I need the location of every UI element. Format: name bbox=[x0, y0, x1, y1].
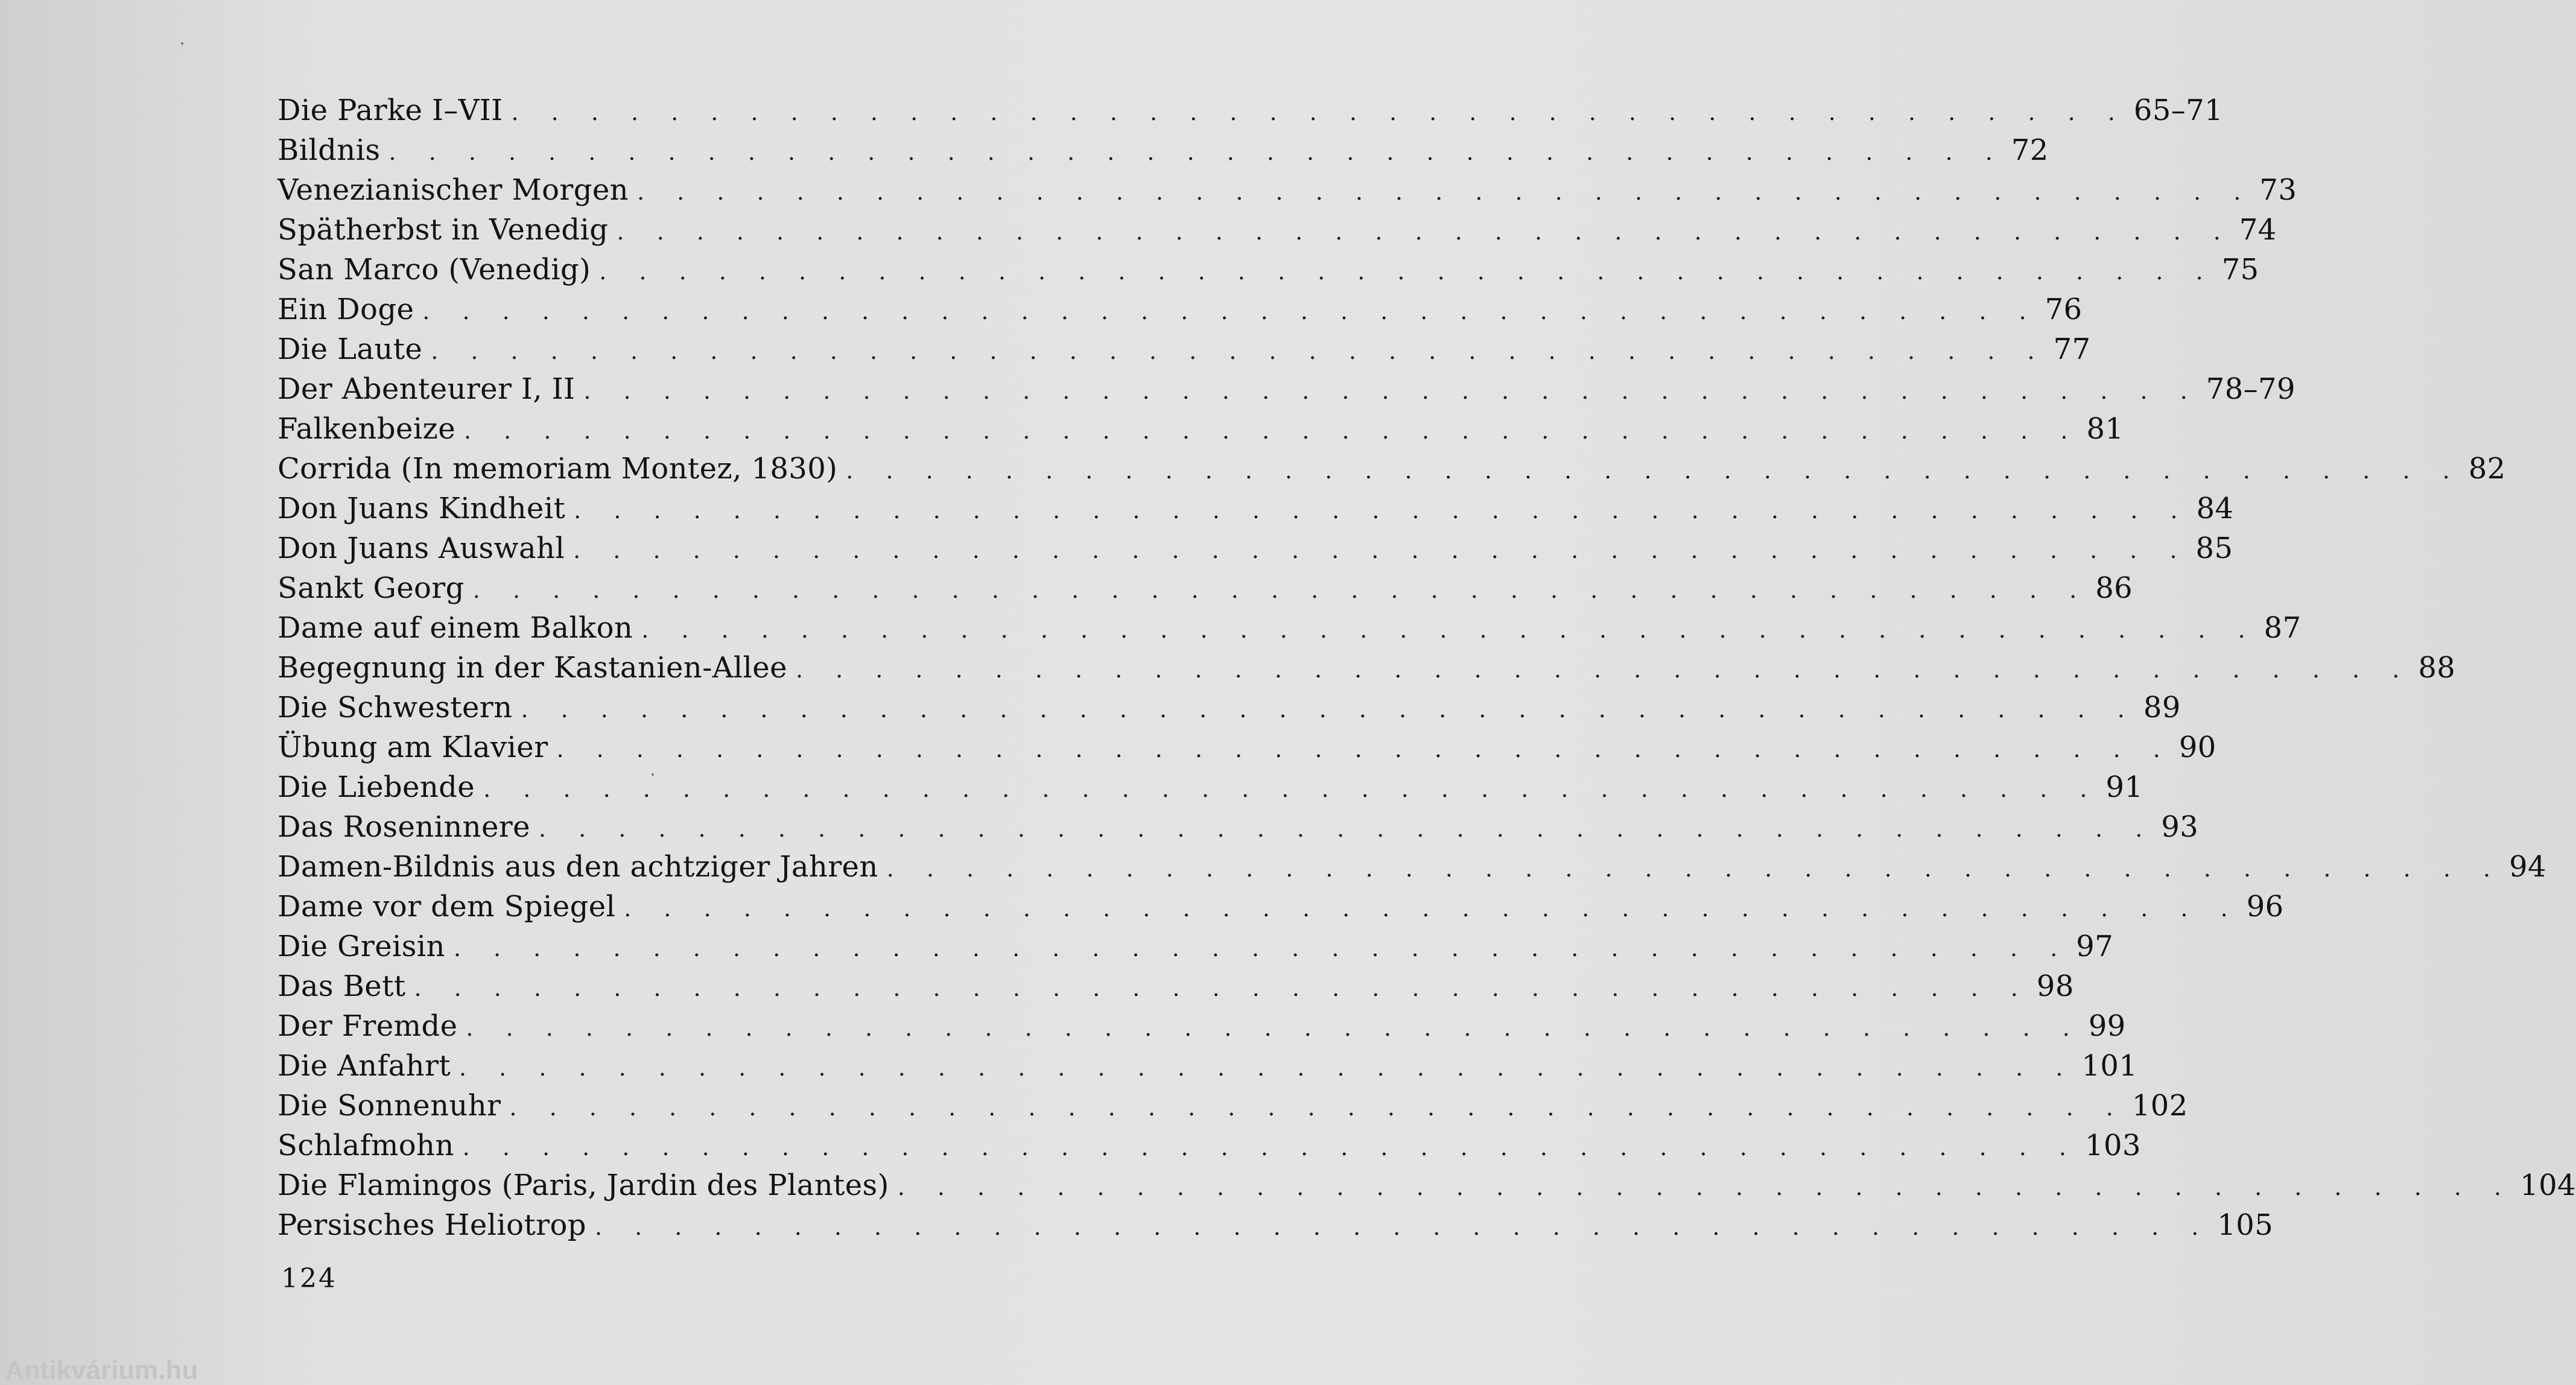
dot-leader: . . . . . . . . . . . . . . . . . . . . . . . . . . . . . . . . . . . . . . . . . bbox=[617, 218, 2233, 245]
toc-entry-title: Die Parke I–VII bbox=[278, 93, 503, 127]
toc-entry bbox=[278, 1046, 2138, 1086]
toc-entry-title: Der Fremde bbox=[278, 1009, 458, 1043]
toc-entry bbox=[278, 170, 2297, 210]
toc-entry-title: Damen-Bildnis aus den achtziger Jahren bbox=[278, 850, 878, 884]
toc-entry-title: Das Roseninnere bbox=[278, 810, 530, 844]
dot-leader: . . . . . . . . . . . . . . . . . . . . . . . . . . . . . . . . . . . . . . . . . bbox=[472, 577, 2090, 603]
toc-entry-page: 104 bbox=[2520, 1168, 2576, 1202]
toc-entry-page: 93 bbox=[2161, 810, 2199, 844]
dot-leader: . . . . . . . . . . . . . . . . . . . . . . . . . . . . . . . . . . . . . . . . . bbox=[414, 975, 2031, 1001]
toc-entry-title: Schlafmohn bbox=[278, 1129, 454, 1162]
dot-leader: . . . . . . . . . . . . . . . . . . . . . . . . . . . . . . . . . . . . . . . . . bbox=[599, 258, 2216, 285]
toc-entry bbox=[278, 767, 2143, 807]
toc-entry bbox=[278, 130, 2049, 170]
toc-entry bbox=[278, 250, 2259, 290]
dot-leader: . . . . . . . . . . . . . . . . . . . . . . . . . . . . . . . . . . . . . . . . . bbox=[795, 656, 2413, 683]
page-number: 124 bbox=[281, 1263, 337, 1294]
toc-entry-title: Dame auf einem Balkon bbox=[278, 611, 633, 645]
paper-speck bbox=[181, 42, 183, 45]
toc-entry bbox=[278, 449, 2506, 489]
dot-leader: . . . . . . . . . . . . . . . . . . . . . . . . . . . . . . . . . . . . . . . . . bbox=[624, 895, 2241, 922]
toc-entry-title: Sankt Georg bbox=[278, 571, 465, 605]
toc-entry-page: 102 bbox=[2131, 1089, 2188, 1123]
toc-entry bbox=[278, 1126, 2141, 1165]
toc-entry-page: 74 bbox=[2239, 213, 2277, 247]
dot-leader: . . . . . . . . . . . . . . . . . . . . . . . . . . . . . . . . . . . . . . . . . bbox=[431, 338, 2048, 364]
toc-entry bbox=[278, 608, 2302, 648]
toc-entry-title: Bildnis bbox=[278, 133, 381, 167]
toc-entry bbox=[278, 1086, 2188, 1126]
toc-entry-title: Persisches Heliotrop bbox=[278, 1208, 586, 1242]
toc-entry-page: 78–79 bbox=[2206, 372, 2295, 406]
toc-entry bbox=[278, 688, 2181, 727]
dot-leader: . . . . . . . . . . . . . . . . . . . . . . . . . . . . . . . . . . . . . . . . . bbox=[574, 497, 2191, 524]
dot-leader: . . . . . . . . . . . . . . . . . . . . . . . . . . . . . . . . . . . . . . . . . bbox=[453, 935, 2070, 962]
toc-entry-page: 97 bbox=[2076, 930, 2114, 963]
toc-entry bbox=[278, 210, 2277, 250]
dot-leader: . . . . . . . . . . . . . . . . . . . . . . . . . . . . . . . . . . . . . . . . . bbox=[886, 855, 2504, 882]
toc-entry-title: Venezianischer Morgen bbox=[278, 173, 629, 207]
dot-leader: . . . . . . . . . . . . . . . . . . . . . . . . . . . . . . . . . . . . . . . . . bbox=[556, 736, 2173, 762]
toc-entry-page: 103 bbox=[2085, 1129, 2141, 1162]
toc-entry-title: Corrida (In memoriam Montez, 1830) bbox=[278, 452, 838, 486]
table-of-contents bbox=[278, 90, 2576, 1245]
watermark: Antikvárium.hu bbox=[5, 1355, 198, 1385]
dot-leader: . . . . . . . . . . . . . . . . . . . . . . . . . . . . . . . . . . . . . . . . . bbox=[637, 179, 2254, 205]
dot-leader: . . . . . . . . . . . . . . . . . . . . . . . . . . . . . . . . . . . . . . . . . bbox=[573, 537, 2190, 563]
toc-entry-title: Der Abenteurer I, II bbox=[278, 372, 576, 406]
toc-entry bbox=[278, 369, 2295, 409]
dot-leader: . . . . . . . . . . . . . . . . . . . . . . . . . . . . . . . . . . . . . . . . . bbox=[422, 298, 2039, 325]
toc-entry bbox=[278, 1165, 2576, 1205]
toc-entry-page: 77 bbox=[2053, 332, 2091, 366]
toc-entry bbox=[278, 409, 2124, 449]
toc-entry bbox=[278, 847, 2546, 887]
toc-entry-page: 99 bbox=[2088, 1009, 2126, 1043]
toc-entry-page: 91 bbox=[2105, 770, 2143, 804]
dot-leader: . . . . . . . . . . . . . . . . . . . . . . . . . . . . . . . . . . . . . . . . . bbox=[466, 1015, 2083, 1041]
dot-leader: . . . . . . . . . . . . . . . . . . . . . . . . . . . . . . . . . . . . . . . . . bbox=[462, 1134, 2080, 1161]
toc-entry bbox=[278, 966, 2074, 1006]
toc-entry bbox=[278, 1006, 2126, 1046]
toc-entry-title: Begegnung in der Kastanien-Allee bbox=[278, 651, 787, 685]
toc-entry bbox=[278, 887, 2284, 927]
toc-entry-title: Die Greisin bbox=[278, 930, 445, 963]
dot-leader: . . . . . . . . . . . . . . . . . . . . . . . . . . . . . . . . . . . . . . . . . bbox=[464, 417, 2081, 444]
toc-entry bbox=[278, 727, 2216, 767]
dot-leader: . . . . . . . . . . . . . . . . . . . . . . . . . . . . . . . . . . . . . . . . . bbox=[509, 1094, 2126, 1121]
toc-entry-page: 105 bbox=[2217, 1208, 2274, 1242]
toc-entry-title: Die Anfahrt bbox=[278, 1049, 451, 1083]
toc-entry-page: 87 bbox=[2264, 611, 2302, 645]
dot-leader: . . . . . . . . . . . . . . . . . . . . . . . . . . . . . . . . . . . . . . . . . bbox=[511, 99, 2128, 125]
toc-entry bbox=[278, 528, 2233, 568]
toc-entry-title: Don Juans Kindheit bbox=[278, 492, 566, 525]
dot-leader: . . . . . . . . . . . . . . . . . . . . . . . . . . . . . . . . . . . . . . . . . bbox=[389, 139, 2005, 165]
toc-entry-title: Das Bett bbox=[278, 969, 406, 1003]
toc-entry-title: Die Liebende bbox=[278, 770, 475, 804]
toc-entry-title: San Marco (Venedig) bbox=[278, 253, 591, 287]
dot-leader: . . . . . . . . . . . . . . . . . . . . . . . . . . . . . . . . . . . . . . . . . bbox=[459, 1054, 2076, 1081]
toc-entry-page: 98 bbox=[2036, 969, 2074, 1003]
toc-entry bbox=[278, 290, 2083, 329]
toc-entry-page: 76 bbox=[2045, 293, 2083, 326]
toc-entry-title: Don Juans Auswahl bbox=[278, 531, 565, 565]
toc-entry-title: Die Laute bbox=[278, 332, 423, 366]
toc-entry-title: Ein Doge bbox=[278, 293, 414, 326]
toc-entry-page: 81 bbox=[2086, 412, 2124, 446]
toc-entry-title: Übung am Klavier bbox=[278, 731, 548, 764]
toc-entry-page: 89 bbox=[2143, 691, 2181, 724]
toc-entry-page: 85 bbox=[2195, 531, 2233, 565]
toc-entry-page: 88 bbox=[2418, 651, 2456, 685]
toc-entry-page: 86 bbox=[2095, 571, 2133, 605]
toc-entry-page: 94 bbox=[2509, 850, 2546, 884]
toc-entry-title: Die Schwestern bbox=[278, 691, 513, 724]
toc-entry bbox=[278, 90, 2224, 130]
toc-entry bbox=[278, 329, 2091, 369]
toc-entry bbox=[278, 489, 2234, 528]
toc-entry-page: 75 bbox=[2221, 253, 2259, 287]
toc-entry-page: 90 bbox=[2178, 731, 2216, 764]
toc-entry bbox=[278, 648, 2456, 688]
toc-entry bbox=[278, 1205, 2274, 1245]
dot-leader: . . . . . . . . . . . . . . . . . . . . . . . . . . . . . . . . . . . . . . . . . bbox=[897, 1174, 2514, 1200]
toc-entry bbox=[278, 568, 2133, 608]
toc-entry-title: Die Sonnenuhr bbox=[278, 1089, 501, 1123]
toc-entry-page: 96 bbox=[2246, 890, 2284, 924]
dot-leader: . . . . . . . . . . . . . . . . . . . . . . . . . . . . . . . . . . . . . . . . . bbox=[846, 457, 2463, 484]
toc-entry-page: 82 bbox=[2468, 452, 2506, 486]
dot-leader: . . . . . . . . . . . . . . . . . . . . . . . . . . . . . . . . . . . . . . . . . bbox=[538, 816, 2156, 842]
dot-leader: . . . . . . . . . . . . . . . . . . . . . . . . . . . . . . . . . . . . . . . . . bbox=[583, 378, 2200, 404]
toc-entry-title: Die Flamingos (Paris, Jardin des Plantes) bbox=[278, 1168, 889, 1202]
toc-entry-page: 72 bbox=[2011, 133, 2049, 167]
toc-entry-title: Dame vor dem Spiegel bbox=[278, 890, 616, 924]
toc-entry-page: 73 bbox=[2259, 173, 2297, 207]
toc-entry bbox=[278, 927, 2114, 966]
toc-entry-page: 84 bbox=[2196, 492, 2234, 525]
dot-leader: . . . . . . . . . . . . . . . . . . . . . . . . . . . . . . . . . . . . . . . . . bbox=[641, 616, 2258, 643]
toc-entry-title: Spätherbst in Venedig bbox=[278, 213, 609, 247]
toc-entry-title: Falkenbeize bbox=[278, 412, 456, 446]
toc-entry-page: 101 bbox=[2081, 1049, 2138, 1083]
toc-entry bbox=[278, 807, 2199, 847]
toc-entry-page: 65–71 bbox=[2133, 93, 2224, 127]
dot-leader: . . . . . . . . . . . . . . . . . . . . . . . . . . . . . . . . . . . . . . . . . bbox=[483, 776, 2100, 802]
dot-leader: . . . . . . . . . . . . . . . . . . . . . . . . . . . . . . . . . . . . . . . . . bbox=[521, 696, 2137, 723]
dot-leader: . . . . . . . . . . . . . . . . . . . . . . . . . . . . . . . . . . . . . . . . . bbox=[594, 1214, 2212, 1240]
